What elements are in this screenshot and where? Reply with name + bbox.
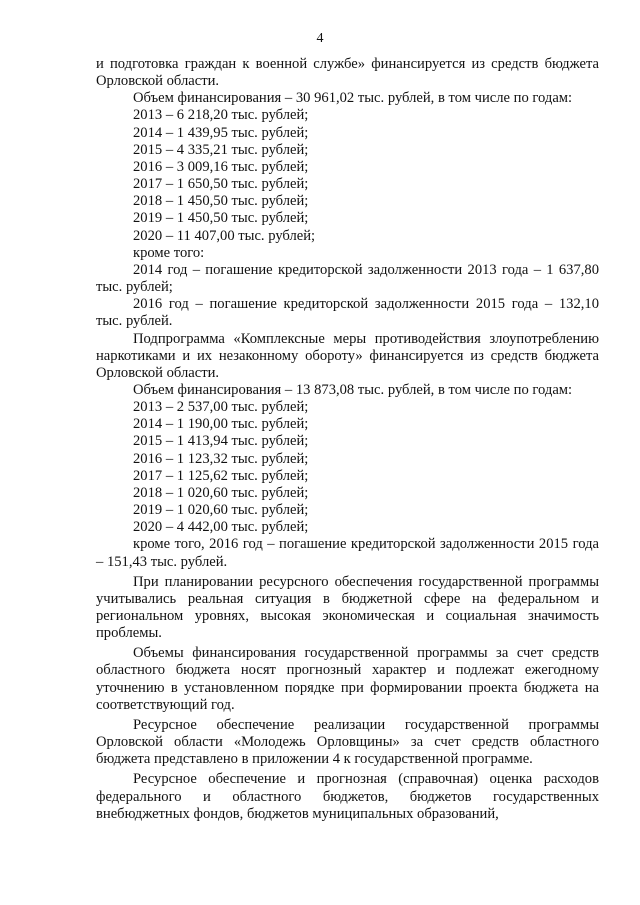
list-item: 2019 – 1 020,60 тыс. рублей;: [133, 502, 309, 519]
paragraph: 2014 год – погашение кредиторской задолженности 2013 года – 1 637,80 тыс. рублей;: [96, 261, 599, 296]
list-item: 2013 – 2 537,00 тыс. рублей;: [133, 399, 309, 416]
paragraph: Объем финансирования – 30 961,02 тыс. рублей, в том числе по годам:: [133, 90, 573, 107]
list-item: 2018 – 1 020,60 тыс. рублей;: [133, 484, 309, 501]
list-item: 2015 – 4 335,21 тыс. рублей;: [133, 141, 309, 158]
body-text: [96, 56, 599, 823]
list-item: 2018 – 1 450,50 тыс. рублей;: [133, 193, 309, 210]
paragraph: При планировании ресурсного обеспечения государственной программы учитывались реальная ситуация в бюджетной сфере на федеральном и региональном уровнях, высокая экономическая и социальная значимость проблемы.: [96, 573, 599, 642]
list-item: 2020 – 4 442,00 тыс. рублей;: [133, 519, 309, 536]
list-item: 2014 – 1 439,95 тыс. рублей;: [133, 124, 309, 141]
paragraph: Ресурсное обеспечение и прогнозная (справочная) оценка расходов федерального и областного бюджетов, бюджетов государственных внебюджетных фондов, бюджетов муниципальных образований,: [96, 771, 599, 822]
list-item: 2016 – 1 123,32 тыс. рублей;: [133, 450, 309, 467]
list-item: 2014 – 1 190,00 тыс. рублей;: [133, 416, 309, 433]
list-item: 2017 – 1 125,62 тыс. рублей;: [133, 467, 309, 484]
list-item: 2017 – 1 650,50 тыс. рублей;: [133, 176, 309, 193]
paragraph: Подпрограмма «Комплексные меры противодействия злоупотреблению наркотиками и их незаконному обороту» финансируется из средств бюджета Орловской области.: [96, 330, 599, 381]
paragraph: Ресурсное обеспечение реализации государственной программы Орловской области «Молодежь Орловщины» за счет средств областного бюджета представлено в приложении 4 к государственной программе.: [96, 716, 599, 768]
paragraph: 2016 год – погашение кредиторской задолженности 2015 года – 132,10 тыс. рублей.: [96, 296, 599, 330]
list-item: 2016 – 3 009,16 тыс. рублей;: [133, 158, 309, 175]
paragraph: Объем финансирования – 13 873,08 тыс. рублей, в том числе по годам:: [133, 381, 573, 398]
paragraph: кроме того, 2016 год – погашение кредиторской задолженности 2015 года – 151,43 тыс. рублей.: [96, 536, 599, 570]
paragraph: и подготовка граждан к военной службе» финансируется из средств бюджета Орловской области.: [96, 56, 599, 90]
list-item: 2020 – 11 407,00 тыс. рублей;: [133, 227, 316, 244]
list-item: 2013 – 6 218,20 тыс. рублей;: [133, 107, 309, 124]
list-item: 2019 – 1 450,50 тыс. рублей;: [133, 210, 309, 227]
list-item: 2015 – 1 413,94 тыс. рублей;: [133, 433, 309, 450]
page-number: 4: [316, 31, 324, 46]
list-item: кроме того:: [133, 244, 205, 261]
paragraph: Объемы финансирования государственной программы за счет средств областного бюджета носят прогнозный характер и подлежат ежегодному уточнению в установленном порядке при формировании проекта бюджета на соответствующий год.: [96, 645, 599, 713]
